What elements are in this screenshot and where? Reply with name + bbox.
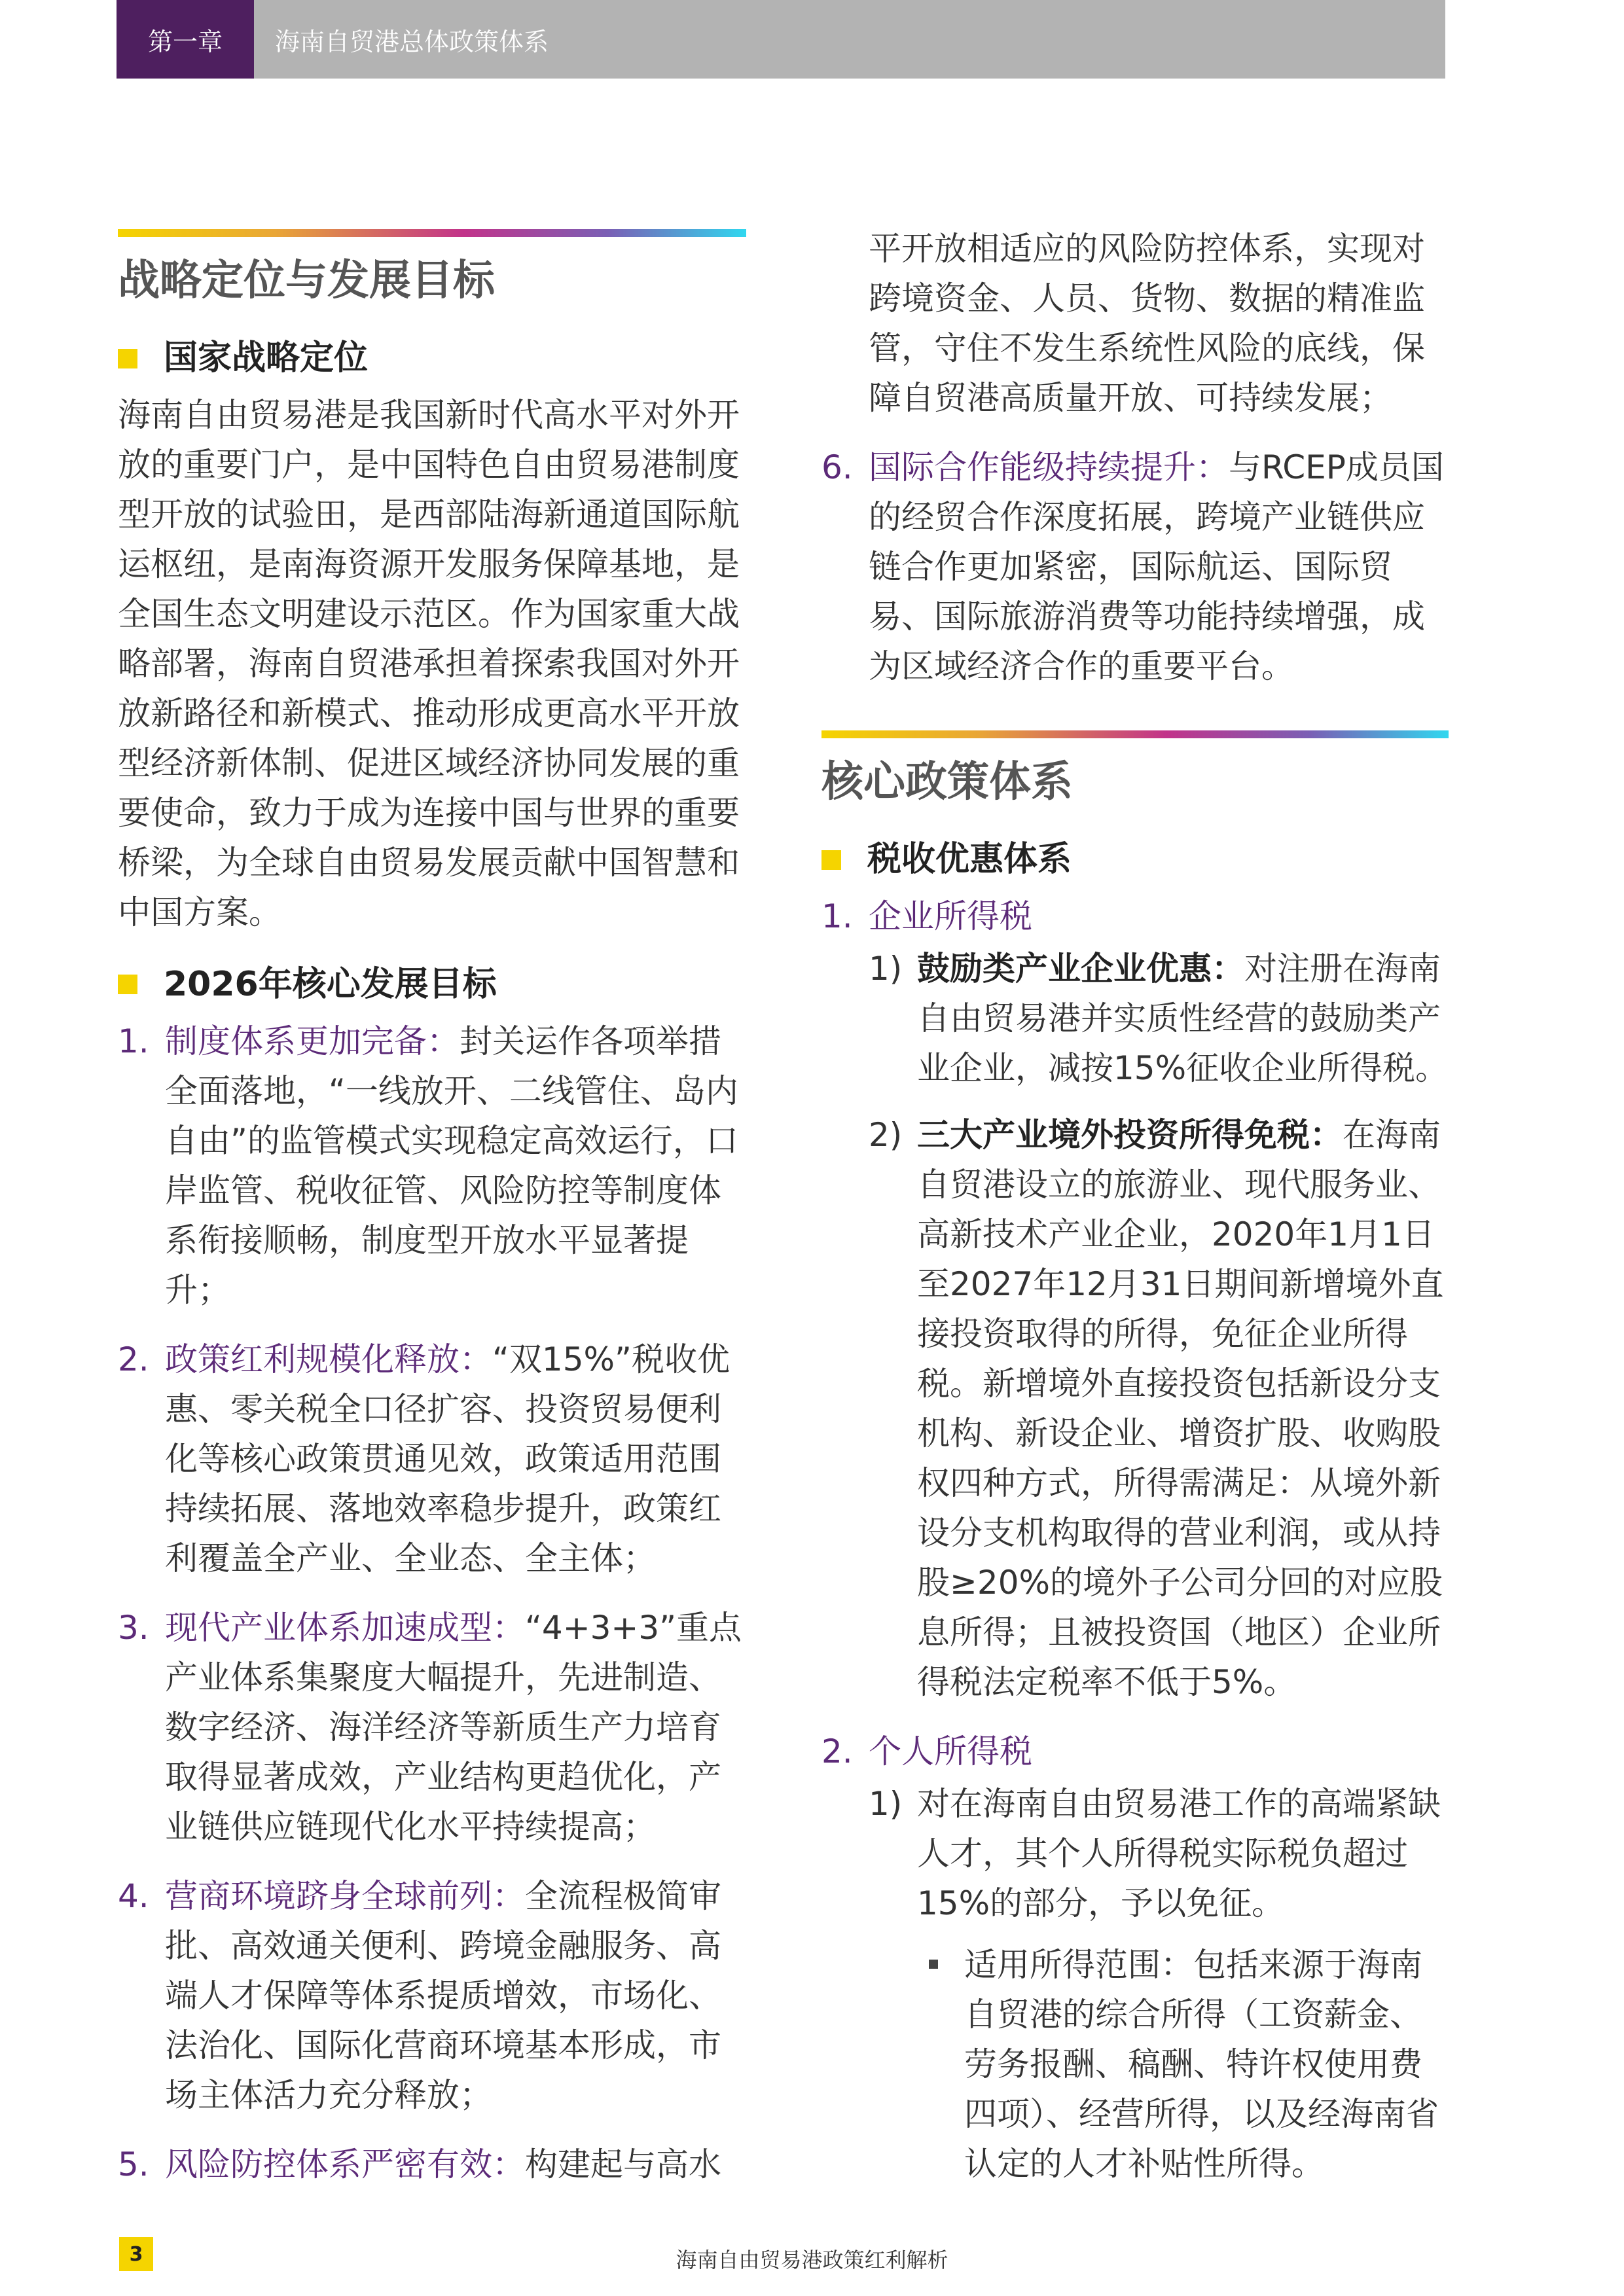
list-item: [821, 442, 1449, 691]
item-label: 企业所得税: [869, 897, 1032, 935]
paragraph: 海南自由贸易港是我国新时代高水平对外开放的重要门户，是中国特色自由贸易港制度型开放的试验田，是西部陆海新通道国际航运枢纽，是南海资源开发服务保障基地，是全国生态文明建设示范区。作为国家重大战略部署，海南自贸港承担着探索我国对外开放新路径和新模式、推动形成更高水平开放型经济新体制、促进区域经济协同发展的重要使命，致力于成为连接中国与世界的重要桥梁，为全球自由贸易发展贡献中国智慧和中国方案。: [118, 395, 740, 931]
subheading: [118, 961, 746, 1009]
item-text: 与RCEP成员国的经贸合作深度拓展，跨境产业链供应链合作更加紧密，国际航运、国际贸易、国际旅游消费等功能持续增强，成为区域经济合作的重要平台。: [869, 448, 1444, 685]
right-column: [821, 229, 1449, 2208]
section-title: 核心政策体系: [821, 758, 1073, 806]
item-label: 风险防控体系严密有效：: [165, 2145, 525, 2183]
list-item: [118, 1603, 746, 1852]
bullet-list: [917, 1940, 1449, 2189]
chapter-label: 第一章: [117, 0, 254, 79]
left-column: [118, 229, 746, 2209]
subheading-label: 2026年核心发展目标: [164, 964, 497, 1004]
tax-list: [821, 891, 1449, 2189]
goals-list-continued: [821, 442, 1449, 691]
item-label: 政策红利规模化释放：: [165, 1340, 492, 1378]
section-divider: [821, 730, 1449, 738]
item-number: 5.: [118, 2145, 149, 2183]
subheading-label: 税收优惠体系: [867, 840, 1072, 880]
list-item: [118, 1335, 746, 1583]
item-number: 2.: [118, 1340, 149, 1378]
section-title: 战略定位与发展目标: [118, 257, 495, 305]
bullet-item: 适用所得范围：包括来源于海南自贸港的综合所得（工资薪金、劳务报酬、稿酬、特许权使用费四项）、经营所得，以及经海南省认定的人才补贴性所得。: [917, 1940, 1449, 2189]
item-label: 现代产业体系加速成型：: [165, 1608, 525, 1647]
item-number: 1.: [821, 897, 853, 935]
list-item: [821, 891, 1449, 1707]
square-bullet-icon: [118, 975, 137, 994]
item-text: “双15%”税收优惠、零关税全口径扩容、投资贸易便利化等核心政策贯通见效，政策适用范围持续拓展、落地效率稳步提升，政策红利覆盖全产业、全业态、全主体；: [165, 1340, 730, 1577]
square-bullet-icon: [118, 349, 137, 368]
goals-list: [118, 1016, 746, 2189]
sub-item-label: 鼓励类产业企业优惠：: [917, 949, 1244, 988]
item-label: 制度体系更加完备：: [165, 1022, 460, 1060]
item-text: 全流程极简审批、高效通关便利、跨境金融服务、高端人才保障等体系提质增效，市场化、法治化、国际化营商环境基本形成，市场主体活力充分释放；: [165, 1876, 721, 2114]
sub-list: [869, 944, 1449, 1707]
sub-item-text: 在海南自贸港设立的旅游业、现代服务业、高新技术产业企业，2020年1月1日至2027年12月31日期间新增境外直接投资取得的所得，免征企业所得税。新增境外直接投资包括新设分支机构、新设企业、增资扩股、收购股权四种方式，所得需满足：从境外新设分支机构取得的营业利润，或从持股≥20%的境外子公司分回的对应股息所得；且被投资国（地区）企业所得税法定税率不低于5%。: [917, 1115, 1444, 1701]
sub-list-item: [869, 1110, 1449, 1707]
list-item: [118, 1871, 746, 2120]
item-label: 个人所得税: [869, 1732, 1032, 1770]
sub-list: [869, 1779, 1449, 2189]
item-text: 封关运作各项举措全面落地，“一线放开、二线管住、岛内自由”的监管模式实现稳定高效运行，口岸监管、税收征管、风险防控等制度体系衔接顺畅，制度型开放水平显著提升；: [165, 1022, 738, 1309]
chapter-title: 海南自贸港总体政策体系: [275, 27, 549, 56]
item-number: 2.: [821, 1732, 853, 1770]
square-bullet-icon: [821, 850, 841, 870]
footer-title: 海南自由贸易港政策红利解析: [676, 2248, 948, 2272]
sub-item-label: 三大产业境外投资所得免税：: [917, 1115, 1343, 1154]
item-number: 4.: [118, 1876, 149, 1915]
item-text: 构建起与高水: [525, 2145, 721, 2183]
chapter-header-bar: [117, 0, 1445, 79]
item-text: “4+3+3”重点产业体系集聚度大幅提升，先进制造、数字经济、海洋经济等新质生产力培育取得显著成效，产业结构更趋优化，产业链供应链现代化水平持续提高；: [165, 1608, 742, 1846]
sub-list-item: [869, 944, 1449, 1093]
list-item: [118, 1016, 746, 1315]
sub-item-number: 1): [869, 1784, 903, 1823]
subheading-label: 国家战略定位: [164, 338, 369, 378]
section-divider: [118, 229, 746, 237]
list-item: [118, 2140, 746, 2189]
item-number: 6.: [821, 448, 853, 486]
sub-item-number: 2): [869, 1115, 903, 1154]
sub-item-number: 1): [869, 949, 903, 988]
item-number: 1.: [118, 1022, 149, 1060]
sub-item-text: 对在海南自由贸易港工作的高端紧缺人才，其个人所得税实际税负超过15%的部分，予以免征。: [917, 1784, 1441, 1922]
item-label: 国际合作能级持续提升：: [869, 448, 1229, 486]
item-number: 3.: [118, 1608, 149, 1647]
continued-paragraph: 平开放相适应的风险防控体系，实现对跨境资金、人员、货物、数据的精准监管，守住不发生系统性风险的底线，保障自贸港高质量开放、可持续发展；: [869, 230, 1425, 417]
page-number: 3: [119, 2237, 153, 2271]
sub-list-item: [869, 1779, 1449, 2189]
item-label: 营商环境跻身全球前列：: [165, 1876, 525, 1915]
subheading: [118, 334, 746, 382]
list-item: [821, 1727, 1449, 2189]
sub-item-text: 对注册在海南自由贸易港并实质性经营的鼓励类产业企业，减按15%征收企业所得税。: [917, 949, 1449, 1087]
subheading: [821, 836, 1449, 884]
